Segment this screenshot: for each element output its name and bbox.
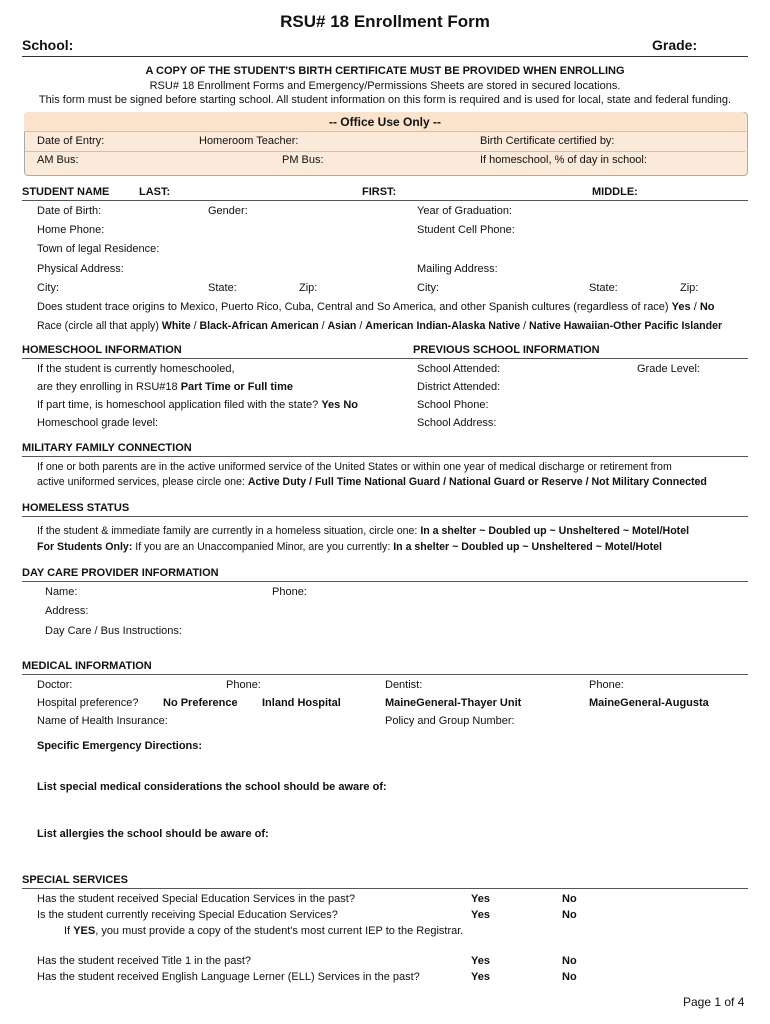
homeroom-teacher-field[interactable]: Homeroom Teacher: — [199, 135, 299, 147]
homeschool-percent-field[interactable]: If homeschool, % of day in school: — [480, 154, 647, 166]
homeschool-heading: HOMESCHOOL INFORMATION — [22, 344, 182, 356]
ell-no[interactable]: No — [562, 971, 577, 983]
divider — [22, 456, 748, 457]
office-use-title: -- Office Use Only -- — [328, 115, 441, 129]
birth-cert-notice: A COPY OF THE STUDENT'S BIRTH CERTIFICATE MUST BE PROVIDED WHEN ENROLLING — [145, 65, 625, 77]
students-only-label: For Students Only: — [37, 541, 133, 553]
home-phone-field[interactable]: Home Phone: — [37, 224, 105, 236]
homeless-heading: HOMELESS STATUS — [22, 502, 130, 514]
origins-yes-option[interactable]: Yes — [671, 301, 691, 313]
iep-note-yes: YES — [73, 925, 96, 937]
separator: / — [523, 320, 527, 332]
not-military-option[interactable]: Not Military Connected — [591, 476, 707, 488]
application-filed-text: If part time, is homeschool application filed with the state? — [37, 399, 319, 411]
homeless-family-question — [37, 525, 689, 537]
sped-current-yes[interactable]: Yes — [471, 909, 490, 921]
pm-bus-field[interactable]: PM Bus: — [282, 154, 324, 166]
guard-reserve-option[interactable]: National Guard or Reserve — [449, 476, 583, 488]
ell-yes[interactable]: Yes — [471, 971, 490, 983]
medical-considerations-field[interactable]: List special medical considerations the school should be aware of: — [37, 781, 387, 793]
district-attended-field[interactable]: District Attended: — [417, 381, 501, 393]
grade-label: Grade: — [652, 37, 698, 53]
emergency-directions-field[interactable]: Specific Emergency Directions: — [37, 740, 203, 752]
daycare-heading: DAY CARE PROVIDER INFORMATION — [22, 567, 219, 579]
middle-name-field[interactable]: MIDDLE: — [592, 186, 638, 198]
birth-cert-certified-field[interactable]: Birth Certificate certified by: — [480, 135, 615, 147]
divider — [25, 151, 745, 152]
health-insurance-field[interactable]: Name of Health Insurance: — [37, 715, 168, 727]
iep-note-prefix: If — [64, 925, 71, 937]
divider — [22, 358, 748, 359]
augusta-option[interactable]: MaineGeneral-Augusta — [589, 697, 709, 709]
title1-yes[interactable]: Yes — [471, 955, 490, 967]
application-yes-option[interactable]: Yes — [321, 399, 341, 411]
or-text: or — [233, 381, 245, 393]
graduation-year-field[interactable]: Year of Graduation: — [417, 205, 512, 217]
homeless-family-text: If the student & immediate family are currently in a homeless situation, circle one: — [37, 525, 418, 537]
school-attended-field[interactable]: School Attended: — [417, 363, 501, 375]
signature-notice: This form must be signed before starting school. All student information on this form is required and is used for local, state and federal funding. — [38, 94, 732, 106]
ell-question: Has the student received English Language Lerner (ELL) Services in the past? — [37, 971, 420, 983]
zip-field[interactable]: Zip: — [299, 282, 318, 294]
full-time-option[interactable]: Full time — [247, 381, 293, 393]
divider — [22, 516, 748, 517]
divider — [22, 674, 748, 675]
thayer-unit-option[interactable]: MaineGeneral-Thayer Unit — [385, 697, 522, 709]
race-white-option[interactable]: White — [161, 320, 191, 332]
race-hawaiian-option[interactable]: Native Hawaiian-Other Pacific Islander — [528, 320, 723, 332]
race-label: Race (circle all that apply) — [37, 320, 159, 332]
school-address-field[interactable]: School Address: — [417, 417, 497, 429]
doctor-phone-field[interactable]: Phone: — [226, 679, 261, 691]
doctor-field[interactable]: Doctor: — [37, 679, 73, 691]
school-phone-field[interactable]: School Phone: — [417, 399, 489, 411]
am-bus-field[interactable]: AM Bus: — [37, 154, 79, 166]
daycare-name-field[interactable]: Name: — [45, 586, 78, 598]
homeless-family-options[interactable]: In a shelter ~ Doubled up ~ Unsheltered ~ Motel/Hotel — [420, 525, 690, 537]
sped-past-question: Has the student received Special Education Services in the past? — [37, 893, 355, 905]
city-field[interactable]: City: — [37, 282, 59, 294]
allergies-field[interactable]: List allergies the school should be aware of: — [37, 828, 269, 840]
student-name-label: STUDENT NAME — [22, 186, 110, 198]
last-name-field[interactable]: LAST: — [139, 186, 171, 198]
title1-question: Has the student received Title 1 in the past? — [37, 955, 252, 967]
previous-school-heading: PREVIOUS SCHOOL INFORMATION — [413, 344, 600, 356]
dentist-phone-field[interactable]: Phone: — [589, 679, 624, 691]
active-duty-option[interactable]: Active Duty — [247, 476, 307, 488]
cell-phone-field[interactable]: Student Cell Phone: — [417, 224, 515, 236]
mailing-city-field[interactable]: City: — [417, 282, 439, 294]
sped-current-no[interactable]: No — [562, 909, 577, 921]
enrollment-type-text: are they enrolling in RSU#18 — [37, 381, 178, 393]
sped-current-question: Is the student currently receiving Special Education Services? — [37, 909, 338, 921]
part-time-option[interactable]: Part Time — [180, 381, 231, 393]
no-preference-option[interactable]: No Preference — [163, 697, 238, 709]
first-name-field[interactable]: FIRST: — [362, 186, 397, 198]
homeschool-line: If the student is currently homeschooled, — [37, 363, 235, 375]
daycare-phone-field[interactable]: Phone: — [272, 586, 307, 598]
policy-number-field[interactable]: Policy and Group Number: — [385, 715, 515, 727]
storage-notice: RSU# 18 Enrollment Forms and Emergency/Permissions Sheets are stored in secured locations. — [149, 80, 621, 92]
mailing-address-field[interactable]: Mailing Address: — [417, 263, 498, 275]
homeless-minor-options[interactable]: In a shelter ~ Doubled up ~ Unsheltered ~ Motel/Hotel — [393, 541, 662, 553]
state-field[interactable]: State: — [208, 282, 237, 294]
date-of-entry-field[interactable]: Date of Entry: — [37, 135, 105, 147]
separator: / — [693, 301, 697, 313]
town-residence-field[interactable]: Town of legal Residence: — [37, 243, 160, 255]
race-black-option[interactable]: Black-African American — [199, 320, 319, 332]
separator: / — [321, 320, 325, 332]
gender-field[interactable]: Gender: — [208, 205, 248, 217]
mailing-state-field[interactable]: State: — [589, 282, 618, 294]
dentist-field[interactable]: Dentist: — [385, 679, 423, 691]
divider — [22, 200, 748, 201]
origins-no-option[interactable]: No — [699, 301, 715, 313]
sped-past-yes[interactable]: Yes — [471, 893, 490, 905]
race-native-option[interactable]: American Indian-Alaska Native — [365, 320, 521, 332]
iep-note — [64, 925, 463, 937]
separator: / — [359, 320, 363, 332]
title1-no[interactable]: No — [562, 955, 577, 967]
dob-field[interactable]: Date of Birth: — [37, 205, 102, 217]
separator: / — [585, 476, 589, 488]
medical-heading: MEDICAL INFORMATION — [22, 660, 152, 672]
divider — [22, 888, 748, 889]
mailing-zip-field[interactable]: Zip: — [680, 282, 699, 294]
military-heading: MILITARY FAMILY CONNECTION — [22, 442, 192, 454]
special-services-heading: SPECIAL SERVICES — [22, 874, 128, 886]
origins-question — [37, 301, 714, 313]
military-options-text: active uniformed services, please circle one: — [37, 476, 245, 488]
homeless-minor-question — [37, 541, 662, 553]
inland-hospital-option[interactable]: Inland Hospital — [262, 697, 341, 709]
daycare-instructions-field[interactable]: Day Care / Bus Instructions: — [45, 625, 182, 637]
application-no-option[interactable]: No — [343, 399, 359, 411]
military-options — [37, 476, 707, 488]
divider — [22, 56, 748, 57]
race-asian-option[interactable]: Asian — [327, 320, 357, 332]
enrollment-type-question — [37, 381, 293, 393]
sped-past-no[interactable]: No — [562, 893, 577, 905]
iep-note-text: , you must provide a copy of the student's most current IEP to the Registrar. — [95, 925, 464, 937]
physical-address-field[interactable]: Physical Address: — [37, 263, 124, 275]
separator: / — [443, 476, 447, 488]
hospital-preference-label: Hospital preference? — [37, 697, 139, 709]
homeless-minor-text: If you are an Unaccompanied Minor, are you currently: — [135, 541, 391, 553]
full-time-guard-option[interactable]: Full Time National Guard — [314, 476, 441, 488]
military-text: If one or both parents are in the active uniformed service of the United States or within one year of medical discharge or retirement from — [37, 461, 672, 473]
page-number: Page 1 of 4 — [683, 995, 745, 1009]
separator: / — [193, 320, 197, 332]
daycare-address-field[interactable]: Address: — [45, 605, 89, 617]
previous-grade-field[interactable]: Grade Level: — [637, 363, 700, 375]
school-label: School: — [22, 37, 74, 53]
homeschool-grade-field[interactable]: Homeschool grade level: — [37, 417, 159, 429]
application-filed-question — [37, 399, 358, 411]
race-question — [37, 320, 722, 332]
origins-text: Does student trace origins to Mexico, Puerto Rico, Cuba, Central and So America, and other Spanish cultures (regardless of race) — [37, 301, 669, 313]
divider — [22, 581, 748, 582]
page-title: RSU# 18 Enrollment Form — [280, 12, 490, 31]
separator: / — [309, 476, 312, 488]
